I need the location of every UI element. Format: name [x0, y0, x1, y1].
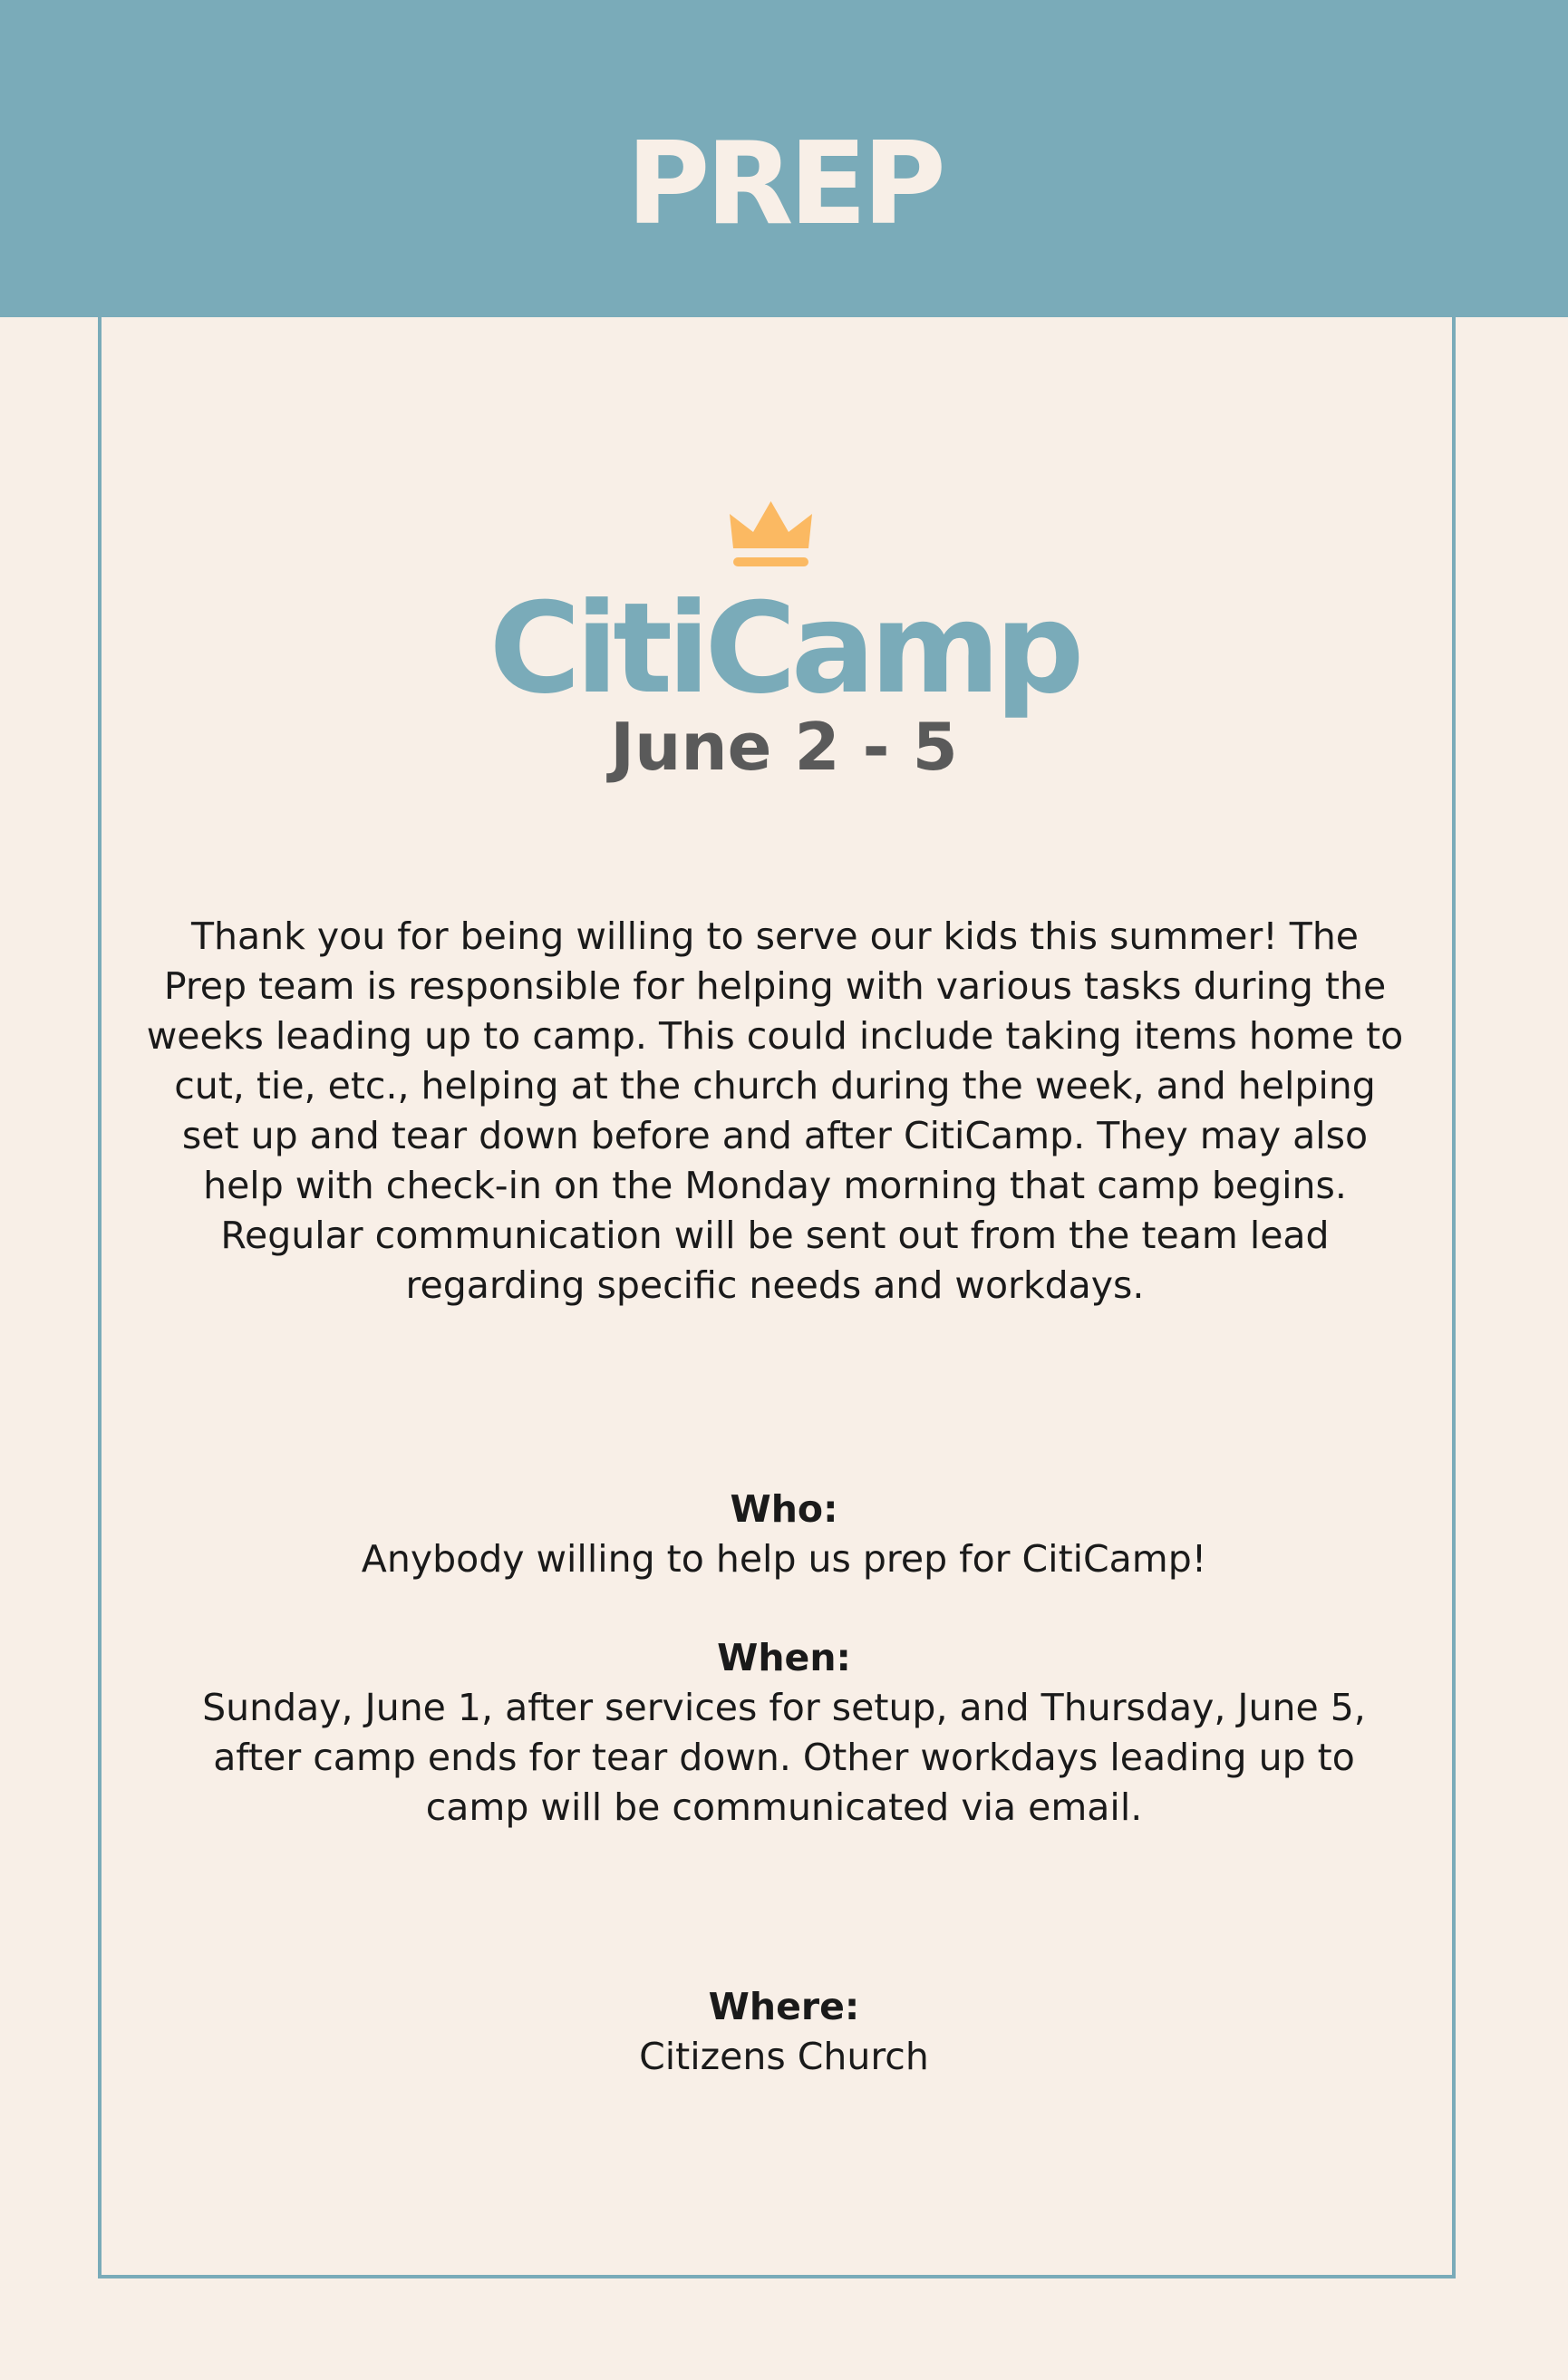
intro-paragraph: Thank you for being willing to serve our kids this summer! The Prep team is responsible for helping with various tasks during the weeks leading up to camp. This could include taking items home to cut, tie, etc., helping at the church during the week, and helping set up and tear down before and after CitiCamp. They may also help with check-in on the Monday morning that camp begins. Regular communication will be sent out from the team lead regarding specific needs and workdays. [146, 914, 1404, 1307]
camp-dates: June 2 - 5 [610, 709, 958, 785]
citicamp-logo: CitiCamp [489, 576, 1079, 721]
who-section [181, 1485, 1387, 1584]
when-label: When: [717, 1636, 851, 1679]
when-text: Sunday, June 1, after services for setup, and Thursday, June 5, after camp ends for tear down. Other workdays leading up to camp will be communicated via email. [202, 1686, 1366, 1829]
crown-icon [728, 499, 814, 574]
where-section [181, 1982, 1387, 2082]
page-title: PREP [626, 117, 942, 250]
where-label: Where: [708, 1985, 860, 2028]
who-text: Anybody willing to help us prep for CitiCamp! [361, 1537, 1207, 1581]
when-section [181, 1633, 1387, 1833]
who-label: Who: [730, 1487, 838, 1531]
where-text: Citizens Church [639, 2035, 929, 2078]
